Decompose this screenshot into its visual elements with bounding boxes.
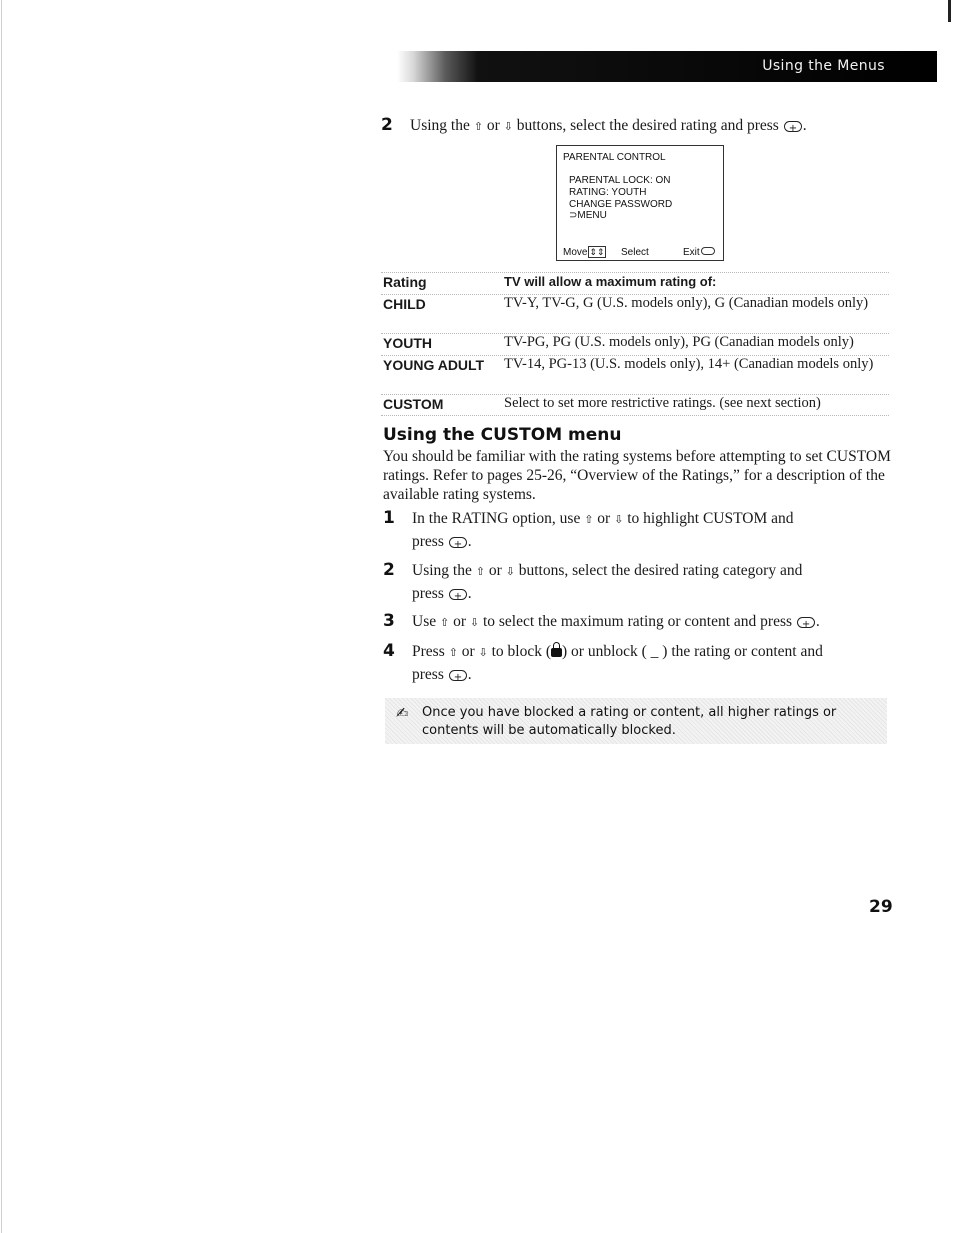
up-arrow-icon: ⇧ [475, 565, 485, 578]
header-title: Using the Menus [762, 58, 885, 74]
table-row-rating: YOUTH [383, 335, 432, 351]
up-arrow-icon: ⇧ [584, 513, 594, 526]
step-text: Using the ⇧ or ⇩ buttons, select the desired rating and press + . [410, 115, 880, 138]
lock-icon [551, 648, 562, 657]
step-number: 1 [383, 508, 395, 528]
page-number: 29 [869, 897, 893, 917]
page-edge-rule [1, 0, 2, 1233]
menu-footer-exit: Exit [683, 247, 715, 258]
up-arrow-icon: ⇧ [448, 646, 458, 659]
down-arrow-icon: ⇩ [478, 646, 488, 659]
menu-item: PARENTAL LOCK: ON [569, 175, 671, 186]
step-number: 2 [381, 115, 393, 135]
enter-button-icon [449, 670, 467, 681]
parental-control-screen [556, 145, 724, 261]
enter-button-icon [797, 617, 815, 628]
page-edge-mark [948, 0, 951, 22]
step-text: Using the ⇧ or ⇩ buttons, select the desired rating category and press + . [412, 560, 887, 605]
down-arrow-icon: ⇩ [505, 565, 515, 578]
menu-footer-select: Select [621, 247, 649, 258]
menu-item: CHANGE PASSWORD [569, 199, 673, 210]
enter-button-icon [449, 589, 467, 600]
exit-key-icon [701, 247, 715, 255]
enter-button-icon [784, 121, 802, 132]
table-divider [381, 415, 889, 416]
step-number: 4 [383, 641, 395, 661]
note-pencil-icon: ✍ [396, 704, 409, 722]
step-text: Press ⇧ or ⇩ to block ( ) or unblock ( _ ) the rating or content and press + . [412, 641, 892, 686]
enter-button-icon [449, 537, 467, 548]
table-row-description: Select to set more restrictive ratings. (see next section) [504, 395, 821, 411]
down-arrow-icon: ⇩ [503, 120, 513, 133]
move-keys-icon: ⇕⇕ [589, 247, 605, 257]
step-text: Use ⇧ or ⇩ to select the maximum rating or content and press + . [412, 611, 892, 634]
section-title: Using the CUSTOM menu [383, 425, 622, 445]
step-text: In the RATING option, use ⇧ or ⇩ to highlight CUSTOM and press + . [412, 508, 887, 553]
up-arrow-icon: ⇧ [439, 616, 450, 629]
table-row-description: TV-14, PG-13 (U.S. models only), 14+ (Canadian models only) [504, 356, 874, 372]
intro-paragraph: You should be familiar with the rating systems before attempting to set CUSTOM ratings. Refer to pages 25-26, “Overview of the Ratings,” for a description of the available rating systems. [383, 448, 891, 503]
note-box [385, 698, 887, 744]
up-arrow-icon: ⇧ [473, 120, 483, 133]
menu-item: ⊃MENU [569, 210, 607, 221]
menu-item: RATING: YOUTH [569, 187, 647, 198]
table-row-rating: CHILD [383, 296, 426, 312]
note-text: Once you have blocked a rating or content, all higher ratings or contents will be automatically blocked. [422, 705, 837, 738]
table-divider [381, 272, 889, 273]
step-number: 3 [383, 611, 395, 631]
table-row-rating: YOUNG ADULT [383, 357, 485, 373]
down-arrow-icon: ⇩ [469, 616, 480, 629]
menu-title: PARENTAL CONTROL [563, 152, 666, 163]
step-number: 2 [383, 560, 395, 580]
down-arrow-icon: ⇩ [614, 513, 624, 526]
table-row-description: TV-PG, PG (U.S. models only), PG (Canadian models only) [504, 334, 854, 350]
table-header-rating: Rating [383, 274, 427, 290]
table-row-rating: CUSTOM [383, 396, 444, 412]
menu-footer-move: Move ⇕⇕ [563, 247, 605, 258]
table-header-description: TV will allow a maximum rating of: [504, 274, 717, 289]
table-row-description: TV-Y, TV-G, G (U.S. models only), G (Canadian models only) [504, 295, 869, 311]
header-bar [397, 51, 937, 82]
